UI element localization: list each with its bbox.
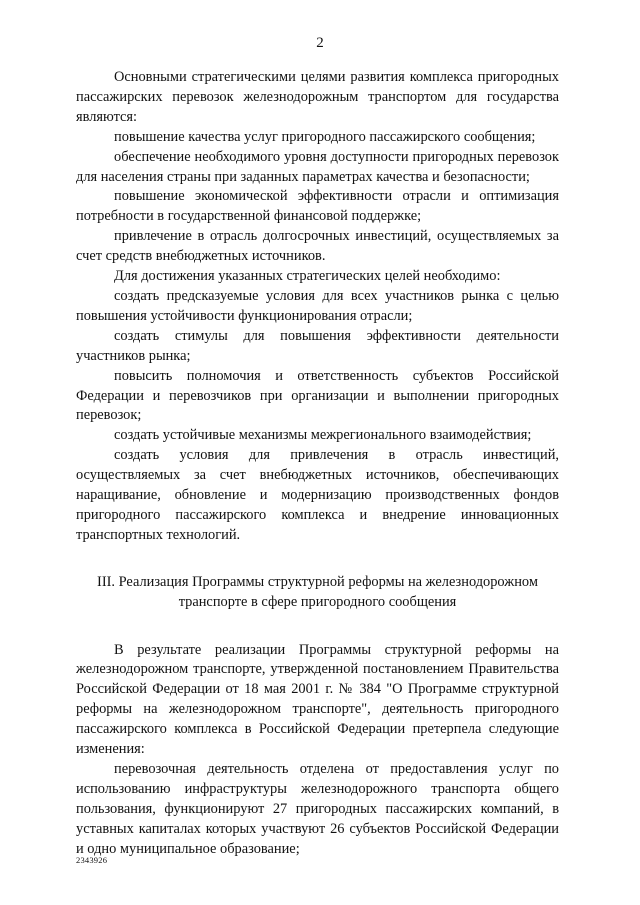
paragraph-requirement-incentives: создать стимулы для повышения эффективности деятельности участников рынка; (76, 327, 559, 364)
paragraph-requirement-investment-conditions: создать условия для привлечения в отрасль инвестиций, осуществляемых за счет внебюджетных источников, обеспечивающих наращивание, обновление и модернизацию производственных фондов пригородного пассажирского комплекса и внедрение инновационных транспортных технологий. (76, 447, 559, 543)
section-heading: III. Реализация Программы структурной реформы на железнодорожном транспорте в сфере пригородного сообщения (97, 573, 538, 610)
paragraph-requirement-authority: повысить полномочия и ответственность субъектов Российской Федерации и перевозчиков при организации и выполнении пригородных перевозок; (76, 367, 559, 424)
paragraph-requirement-predictable-conditions: создать предсказуемые условия для всех участников рынка с целью повышения устойчивости функционирования отрасли; (76, 287, 559, 324)
paragraph-transport-separation: перевозочная деятельность отделена от предоставления услуг по использованию инфраструктуры железнодорожного транспорта общего пользования, функционируют 27 пригородных пассажирских компаний, в уставных капиталах которых участвуют 26 субъектов Российской Федерации и одно муниципальное образование; (76, 761, 559, 857)
paragraph-requirement-interregional: создать устойчивые механизмы межрегионального взаимодействия; (114, 427, 532, 444)
paragraph-goal-accessibility: обеспечение необходимого уровня доступности пригородных перевозок для населения страны при заданных параметрах качества и безопасности; (76, 148, 559, 185)
document-code: 2343926 (76, 855, 108, 865)
paragraph-goal-economic-efficiency: повышение экономической эффективности отрасли и оптимизация потребности в государственной финансовой поддержке; (76, 188, 559, 225)
paragraph-strategic-goals-intro: Основными стратегическими целями развития комплекса пригородных пассажирских перевозок железнодорожным транспортом для государства являются: (76, 69, 559, 125)
document-body (76, 68, 559, 860)
paragraph-reform-results: В результате реализации Программы структурной реформы на железнодорожном транспорте, утвержденной постановлением Правительства Российской Федерации от 18 мая 2001 г. № 384 "О Программе структурной реформы на железнодорожном транспорте", деятельность пригородного пассажирского комплекса в Российской Федерации претерпела следующие изменения: (76, 641, 559, 758)
paragraph-goal-service-quality: повышение качества услуг пригородного пассажирского сообщения; (114, 128, 536, 145)
paragraph-goal-investments: привлечение в отрасль долгосрочных инвестиций, осуществляемых за счет средств внебюджетных источников. (76, 228, 559, 265)
paragraph-requirements-intro: Для достижения указанных стратегических целей необходимо: (114, 268, 501, 285)
page-number: 2 (316, 35, 324, 51)
